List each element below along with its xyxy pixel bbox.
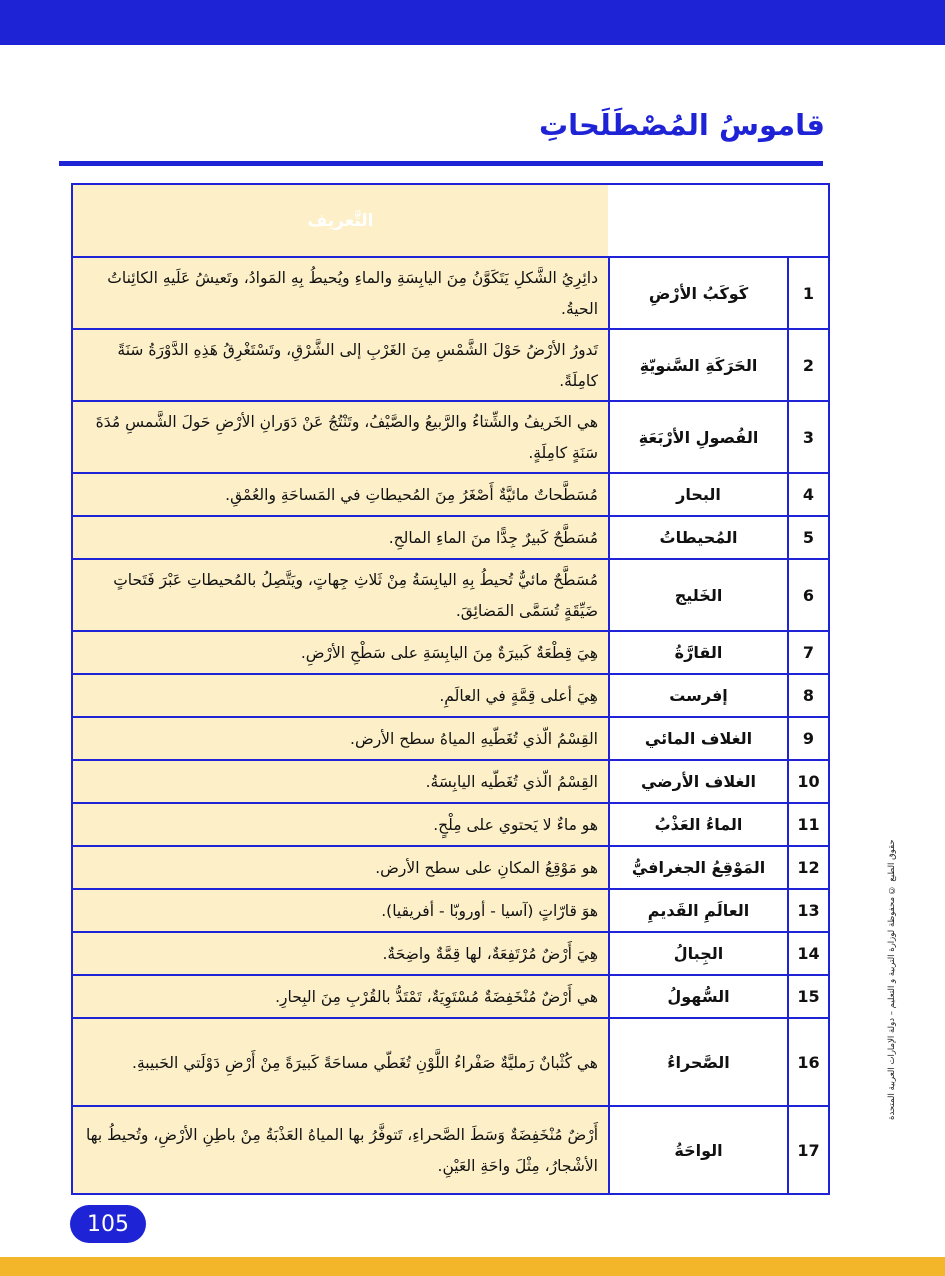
table-row	[73, 400, 828, 472]
table-row	[73, 845, 828, 888]
table-row	[73, 630, 828, 673]
table-row	[73, 716, 828, 759]
row-number: 7	[789, 632, 828, 673]
table-row	[73, 1105, 828, 1193]
table-header-row	[73, 185, 828, 256]
table-row	[73, 931, 828, 974]
row-definition: القِسْمُ الّذي تُغَطّيه اليابِسَةُ.	[425, 773, 598, 791]
row-definition: هوَ قارّاتٍ (آسيا - أوروبّا - أفريقيا).	[381, 902, 598, 920]
header-definition: التَّعريف	[73, 185, 610, 256]
row-number: 6	[789, 560, 828, 630]
table-row	[73, 673, 828, 716]
row-term: الماءُ العَذْبُ	[610, 804, 789, 845]
page-number: 105	[70, 1205, 146, 1243]
row-definition: دائِرِيُ الشَّكلِ يَتَكَوَّنُ مِنَ اليابِسَةِ والماءِ ويُحيطُ بِهِ المَوادُ، وتَعيشُ عَلَيهِ الكائِناتُ الحيةُ.	[107, 269, 598, 318]
title-underline	[59, 161, 823, 166]
table-row	[73, 472, 828, 515]
header-number	[789, 185, 828, 256]
row-number: 15	[789, 976, 828, 1017]
row-term: الحَرَكَةِ السَّنويّةِ	[610, 330, 789, 400]
row-number: 11	[789, 804, 828, 845]
row-term: العالَمِ القَديمِ	[610, 890, 789, 931]
bottom-yellow-bar	[0, 1257, 945, 1276]
row-term: المُحيطاتُ	[610, 517, 789, 558]
top-blue-bar	[0, 0, 945, 45]
row-definition: هي كُثْبانٌ رَمليَّةٌ صَفْراءُ اللَّوْنِ تُغَطّي مساحَةً كَبيرَةً مِنْ أَرْضِ دَوْلَتي الحَبيبةِ.	[132, 1053, 598, 1072]
row-number: 10	[789, 761, 828, 802]
row-number: 13	[789, 890, 828, 931]
row-term: السُّهولُ	[610, 976, 789, 1017]
row-number: 14	[789, 933, 828, 974]
header-term: المُصْطَلَحاتُ	[610, 185, 789, 256]
row-term: كَوكَبُ الأرْضِ	[610, 258, 789, 328]
copyright-note: حقوق الطبع © محفوظة لوزارة التربية و التعليم – دولة الإمارات العربية المتحدة	[887, 839, 897, 1121]
row-definition: هو مَوْقِعُ المكانِ على سطح الأرض.	[375, 859, 598, 877]
row-term: الخَليج	[610, 560, 789, 630]
row-definition: هي أَرْضٌ مُنْخَفِضَةٌ مُسْتَوِيَةٌ، تَمْتَدُّ بالقُرْبِ مِنَ البِحارِ.	[275, 988, 598, 1006]
row-definition: مُسَطَّحاتٌ مائيَّةٌ أَصْغَرُ مِنَ المُحيطاتِ في المَساحَةِ والعُمْقِ.	[225, 486, 598, 504]
row-number: 17	[789, 1107, 828, 1193]
table-row	[73, 974, 828, 1017]
row-definition: هِيَ أَرْضٌ مُرْتَفِعَةٌ، لها قِمَّةٌ واضِحَةٌ.	[382, 945, 598, 963]
row-definition: أَرْضٌ مُنْخَفِضَةٌ وَسَطَ الصَّحراءِ، تَتوفَّرُ بها المياهُ العَذْبَةُ مِنْ باطِنِ الأرْضِ، وتُحيطُ بها الأشْجارُ، مِثْلَ واحَةِ العَيْنِ.	[86, 1126, 598, 1175]
row-definition: هِيَ أعلى قِمَّةٍ في العالَمِ.	[439, 687, 598, 705]
table-row	[73, 802, 828, 845]
row-definition: هِيَ قِطْعَةٌ كَبيرَةٌ مِنَ اليابِسَةِ على سَطْحِ الأرْضِ.	[300, 644, 598, 662]
table-row	[73, 759, 828, 802]
row-term: الواحَةُ	[610, 1107, 789, 1193]
table-row	[73, 558, 828, 630]
row-term: إفرست	[610, 675, 789, 716]
row-number: 4	[789, 474, 828, 515]
row-number: 1	[789, 258, 828, 328]
table-row	[73, 515, 828, 558]
row-number: 5	[789, 517, 828, 558]
row-term: المَوْقِعُ الجغرافيُّ	[610, 847, 789, 888]
row-number: 2	[789, 330, 828, 400]
row-definition: مُسَطَّحٌ مائيٌّ تُحيطُ بِهِ اليابِسَةُ مِنْ ثَلاثِ جِهاتٍ، ويَتَّصِلُ بالمُحيطاتِ عَبْرَ فَتَحاتٍ ضَيِّقَةٍ تُسَمَّى المَضائِقَ.	[113, 571, 598, 620]
row-term: الصَّحراءُ	[610, 1019, 789, 1105]
row-term: البحار	[610, 474, 789, 515]
row-term: الغلاف المائي	[610, 718, 789, 759]
table-row	[73, 888, 828, 931]
table-row	[73, 328, 828, 400]
row-number: 9	[789, 718, 828, 759]
row-definition: هي الخَريفُ والشِّتاءُ والرَّبيعُ والصَّيْفُ، وتَنْتُجُ عَنْ دَوَرانِ الأرْضِ حَولَ الشَّمسِ مُدَةَ سَنَةٍ كامِلَةٍ.	[95, 413, 598, 462]
row-term: الغلاف الأرضي	[610, 761, 789, 802]
row-number: 12	[789, 847, 828, 888]
row-term: الجِبالُ	[610, 933, 789, 974]
table-row	[73, 256, 828, 328]
row-number: 16	[789, 1019, 828, 1105]
row-definition: تَدورُ الأرْضُ حَوْلَ الشَّمْسِ مِنَ الغَرْبِ إلى الشَّرْقِ، وتَسْتَغْرِقُ هَذِهِ الدَّوْرَةُ سَنَةً كامِلَةً.	[117, 341, 598, 390]
glossary-table	[71, 183, 830, 1195]
page-title: قاموسُ المُصْطَلَحاتِ	[539, 108, 825, 142]
table-row	[73, 1017, 828, 1105]
row-definition: هو ماءٌ لا يَحتوي على مِلْحٍ.	[433, 816, 598, 834]
row-definition: مُسَطَّحٌ كَبيرٌ جِدًّا منَ الماءِ المالحِ.	[388, 529, 598, 547]
row-number: 8	[789, 675, 828, 716]
row-number: 3	[789, 402, 828, 472]
row-definition: القِسْمُ الّذي تُغَطّيهِ المياهُ سطح الأرض.	[350, 730, 598, 748]
row-term: القارَّةُ	[610, 632, 789, 673]
row-term: الفُصولِ الأرْبَعَةِ	[610, 402, 789, 472]
